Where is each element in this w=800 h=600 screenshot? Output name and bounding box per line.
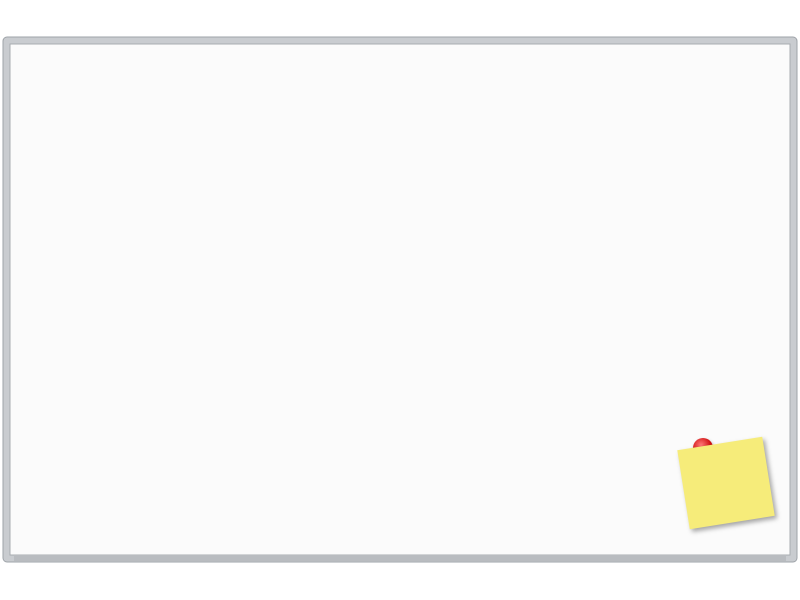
pen-tray [14,555,786,561]
board-surface [10,44,790,555]
sticky-note[interactable] [677,437,774,529]
